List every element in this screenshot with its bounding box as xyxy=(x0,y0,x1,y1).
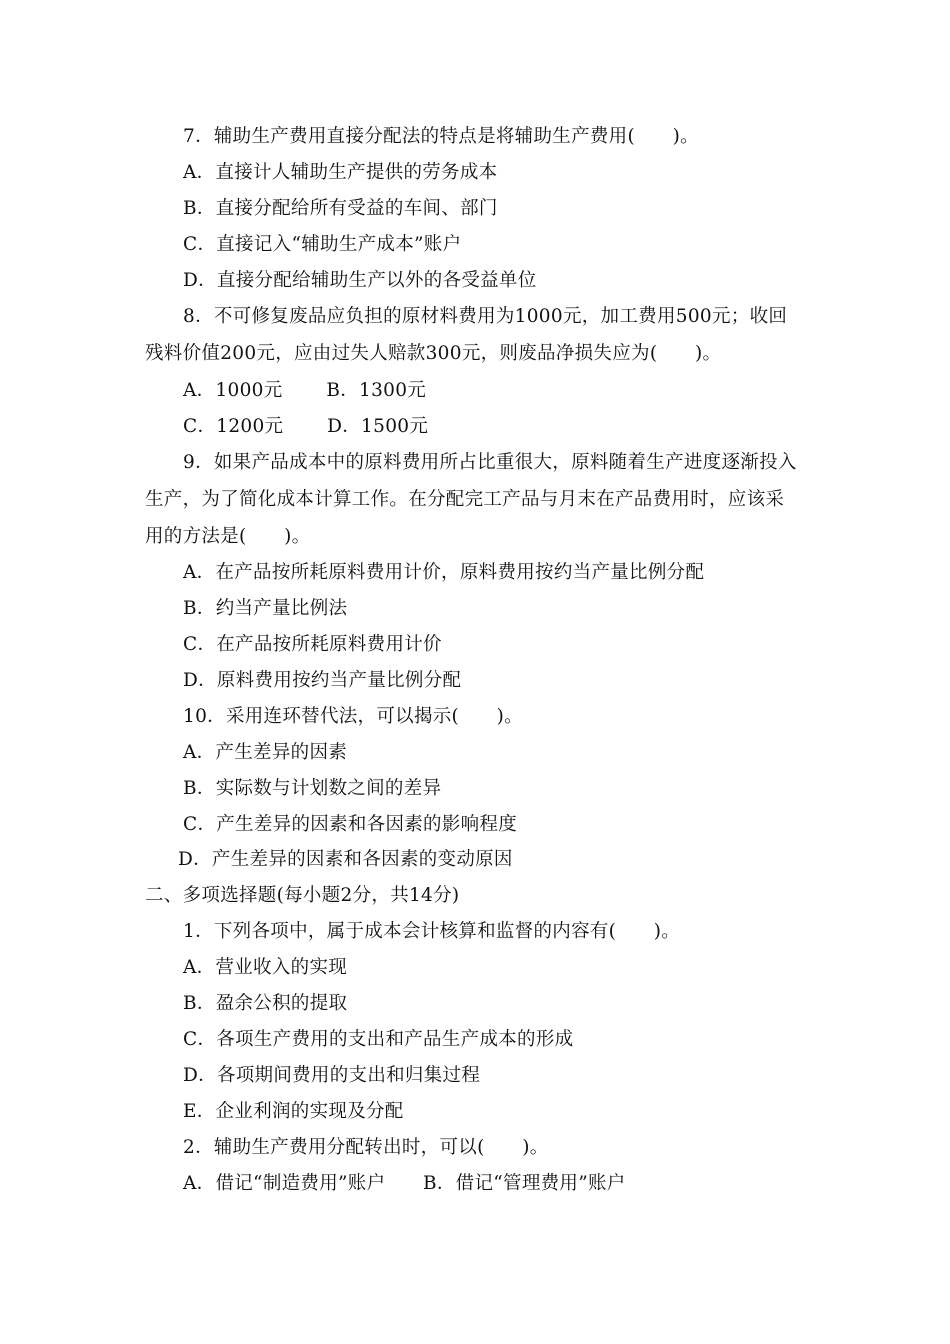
q7-option-d: D．直接分配给辅助生产以外的各受益单位 xyxy=(183,270,537,291)
section-heading-multiple-choice: 二、多项选择题(每小题2分，共14分) xyxy=(145,885,460,906)
q9-option-c: C．在产品按所耗原料费用计价 xyxy=(183,634,442,655)
q7-option-a: A．直接计人辅助生产提供的劳务成本 xyxy=(183,162,498,183)
question-10: 10．采用连环替代法，可以揭示( )。 xyxy=(183,706,523,727)
question-9-line-2: 生产，为了简化成本计算工作。在分配完工产品与月末在产品费用时，应该采 xyxy=(145,489,785,510)
mc-q1-option-d: D．各项期间费用的支出和归集过程 xyxy=(183,1065,481,1086)
q8-options-cd: C．1200元 D．1500元 xyxy=(183,416,429,437)
mc-q1-option-c: C．各项生产费用的支出和产品生产成本的形成 xyxy=(183,1029,574,1050)
mc-q2-options-ab: A．借记“制造费用”账户 B．借记“管理费用”账户 xyxy=(183,1173,626,1194)
q10-option-d: D．产生差异的因素和各因素的变动原因 xyxy=(178,849,513,870)
mc-question-1: 1．下列各项中，属于成本会计核算和监督的内容有( )。 xyxy=(183,921,681,942)
q7-option-b: B．直接分配给所有受益的车间、部门 xyxy=(183,198,498,219)
q10-option-b: B．实际数与计划数之间的差异 xyxy=(183,778,442,799)
q9-option-b: B．约当产量比例法 xyxy=(183,598,348,619)
question-8-line-1: 8．不可修复废品应负担的原材料费用为1000元，加工费用500元；收回 xyxy=(183,306,788,327)
q9-option-a: A．在产品按所耗原料费用计价，原料费用按约当产量比例分配 xyxy=(183,562,705,583)
mc-q1-option-e: E．企业利润的实现及分配 xyxy=(183,1101,404,1122)
question-9-line-3: 用的方法是( )。 xyxy=(145,526,311,547)
mc-question-2: 2．辅助生产费用分配转出时，可以( )。 xyxy=(183,1137,549,1158)
question-8-line-2: 残料价值200元，应由过失人赔款300元，则废品净损失应为( )。 xyxy=(145,343,722,364)
q9-option-d: D．原料费用按约当产量比例分配 xyxy=(183,670,462,691)
q7-option-c: C．直接记入“辅助生产成本”账户 xyxy=(183,234,462,255)
question-9-line-1: 9．如果产品成本中的原料费用所占比重很大，原料随着生产进度逐渐投入 xyxy=(183,452,797,473)
q10-option-c: C．产生差异的因素和各因素的影响程度 xyxy=(183,814,518,835)
q8-options-ab: A．1000元 B．1300元 xyxy=(183,380,427,401)
question-7: 7．辅助生产费用直接分配法的特点是将辅助生产费用( )。 xyxy=(183,126,699,147)
q10-option-a: A．产生差异的因素 xyxy=(183,742,348,763)
mc-q1-option-b: B．盈余公积的提取 xyxy=(183,993,348,1014)
mc-q1-option-a: A．营业收入的实现 xyxy=(183,957,348,978)
